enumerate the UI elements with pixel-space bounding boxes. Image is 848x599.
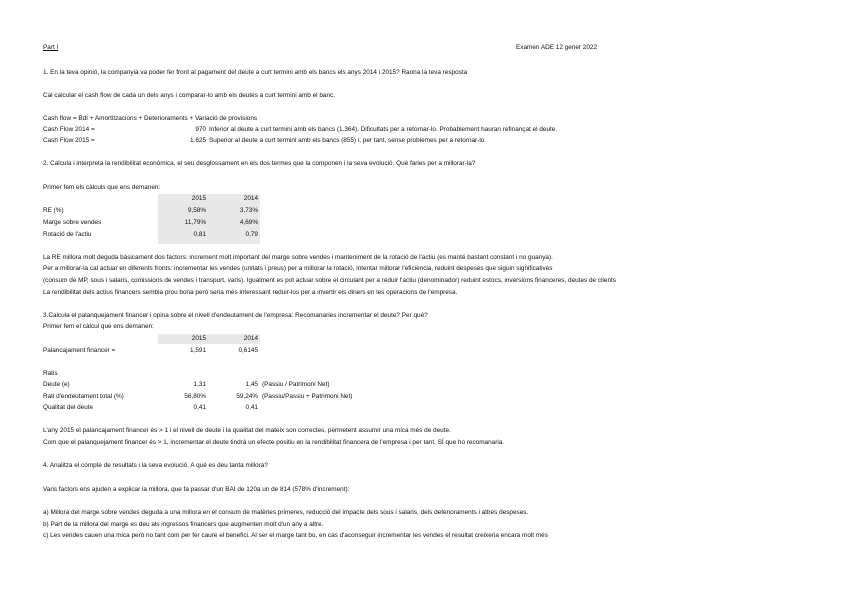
q3-text-line: Com que el palanquejament financer és > 1, incrementar el deute tindrà un efecte positiu en la rendibilitat financera de l'empresa i per tant, SÍ que ho recomanaria.	[43, 439, 505, 446]
rati-2015: 0,41	[193, 404, 206, 411]
palanc-2014: 0,6145	[238, 347, 258, 354]
q2-row-2014: 0,79	[245, 231, 258, 238]
rati-2014: 59,24%	[236, 393, 258, 400]
q2-row-label: RE (%)	[43, 207, 64, 214]
q2-row-2014: 4,69%	[239, 219, 258, 226]
q1-formula: Cash flow = BdI + Amortitzacions + Deterioraments + Variació de provisions	[43, 115, 258, 122]
rati-2014: 1,45	[245, 381, 258, 388]
q2-text-line: (consum de MP, sous i salaris, comissions de vendes i transport, varis). Igualment es pot actuar sobre el circulant per a reduir l'actiu (denominador) reduint estocs, inversions financeres, deutes de clients	[43, 277, 616, 284]
rati-label: Rati d'endeutament total (%)	[43, 393, 124, 400]
q2-row-2014: 3,73%	[239, 207, 258, 214]
cashflow-2014-value: 970	[195, 126, 206, 133]
q2-row-2015: 0,81	[193, 231, 206, 238]
rati-label: Qualitat del deute	[43, 404, 94, 411]
q3-intro: Primer fem el càlcul que ens demanen:	[43, 323, 154, 330]
q4-question: 4. Analitza el compte de resultats i la seva evolució. A què es deu tanta millora?	[43, 462, 268, 469]
exam-title: Examen ADE 12 gener 2022	[516, 44, 598, 51]
q2-text-line: La RE millora molt deguda bàsicament dos factors: increment molt important del marge sobre vendes i manteniment de la rotació de l'actiu (es manté bastant constant i no guanya).	[43, 254, 553, 261]
q2-row-2015: 11,79%	[184, 219, 206, 226]
cashflow-2015-comment: Superior al deute a curt termini amb els bancs (855) i, per tant, sense problemes per a retornar-lo.	[209, 137, 487, 144]
q3-question: 3.Calcula el palanquejament financer i opina sobre el nivell d'endeutament de l'empresa: Recomanaries incrementar el deute? Per què?	[43, 312, 428, 319]
rati-2015: 1,31	[193, 381, 206, 388]
q3-text-line: L'any 2015 el palancajament financer és > 1 i el nivell de deute i la qualitat del mateix son correctes, permetent assumir una mica més de deute.	[43, 427, 451, 434]
q2-row-label: Marge sobre vendes	[43, 219, 102, 226]
palanc-2015: 1,591	[190, 347, 206, 354]
palanc-label: Palancajament financer =	[43, 347, 116, 354]
q4-intro: Varis factors ens ajuden a explicar la millora, que fa passar d'un BAI de 120a un de 814 (578% d'increment):	[43, 486, 350, 493]
rati-note: (Passiu/Passiu + Patrimoni Net)	[262, 393, 353, 400]
q2-row-2015: 9,58%	[187, 207, 206, 214]
ratis-title: Ratis	[43, 370, 58, 377]
part-label: Part I	[43, 44, 59, 51]
rati-2015: 56,80%	[184, 393, 206, 400]
rati-note: (Passiu / Patrimoni Net)	[262, 381, 330, 388]
q2-intro: Primer fem els càlculs que ens demanen:	[43, 184, 161, 191]
q4-item: a) Millora del marge sobre vendes deguda a una millora en el consum de matèries primeres, reducció del impacte dels sous i salaris, dels deterioraments i altres despeses.	[43, 509, 529, 516]
q2-question: 2. Calcula i interpreta la rendibilitat econòmica, el seu desglossament en els dos termes que la componen i la seva evolució. Què faries per a millorar-la?	[43, 160, 476, 167]
rati-label: Deute (e)	[43, 381, 70, 388]
q3-year-2014: 2014	[243, 335, 258, 342]
cashflow-2014-comment: Inferior al deute a curt termini amb els bancs (1.364). Dificultats per a retornar-lo. Probablement hauran refinançat el deute.	[209, 126, 558, 133]
q2-row-label: Rotació de l'actiu	[43, 231, 92, 238]
q4-item: b) Part de la millora del marge es deu als ingressos financers que augmenten molt d'un any a altre.	[43, 521, 324, 528]
q3-year-2015: 2015	[191, 335, 206, 342]
cashflow-2015-value: 1.625	[190, 137, 206, 144]
q1-question: 1. En la teva opinió, la companyia va poder fer front al pagament del deute a curt termini amb els bancs els anys 2014 i 2015? Raona la teva resposta	[43, 69, 468, 76]
q2-year-2015: 2015	[191, 195, 206, 202]
q2-year-2014: 2014	[243, 195, 258, 202]
rati-2014: 0,41	[245, 404, 258, 411]
cashflow-2014-label: Cash Flow 2014 =	[43, 126, 95, 133]
q1-intro: Cal calcular el cash flow de cada un dels anys i comparar-lo amb els deutes a curt termini amb el banc.	[43, 92, 335, 99]
q2-text-line: Per a millorar-la cal actuar en diferents fronts: incrementar les vendes (unitats i preus) per a millorar la rotació, intentar millorar l'eficiència, reduint despeses que siguin significatives	[43, 265, 553, 272]
cashflow-2015-label: Cash Flow 2015 =	[43, 137, 95, 144]
q2-text-line: La rendibilitat dels actius financers sembla prou bona però seria més interessant reduir-los per a invertir els diners en les operacions de l'empresa.	[43, 289, 458, 296]
q4-item: c) Les vendes cauen una mica però no tant com per fer caure el benefici. Al ser el marge tant bo, en cas d'aconseguir incrementar les vendes el resultat creixeria encara molt més	[43, 532, 548, 539]
